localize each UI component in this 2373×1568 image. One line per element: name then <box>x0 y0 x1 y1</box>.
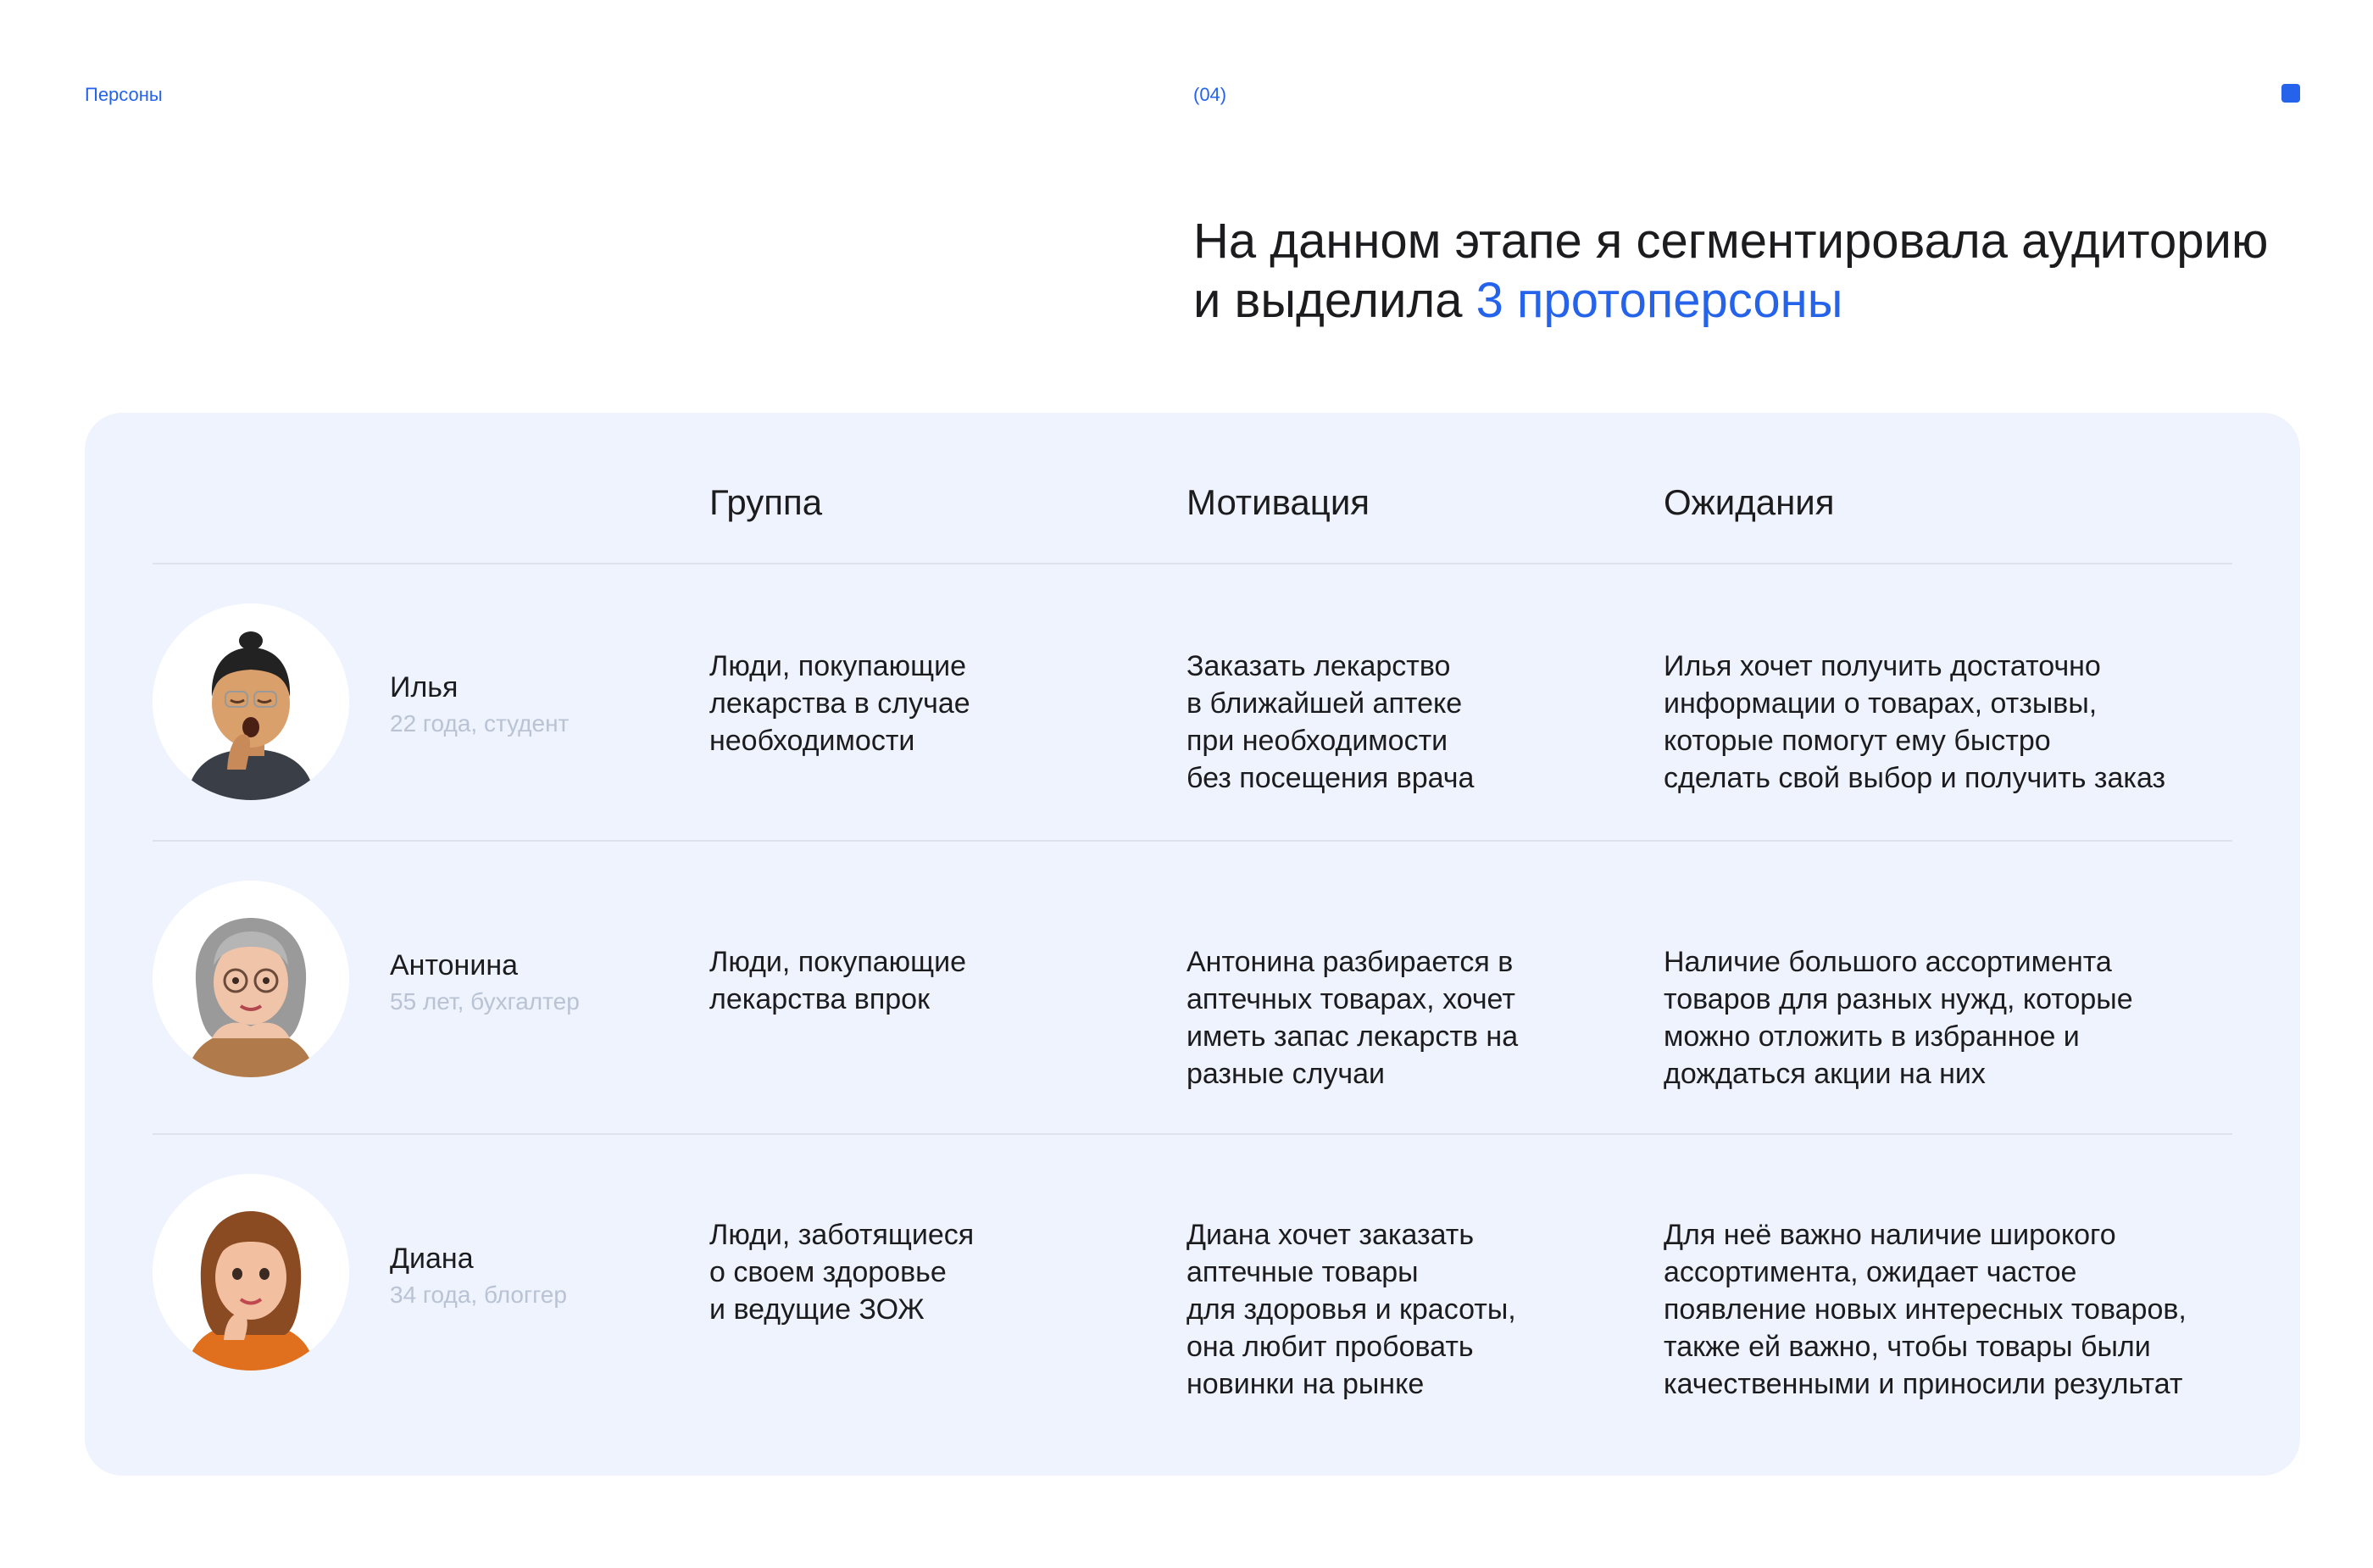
persona-expectations: Илья хочет получить достаточно информации о товарах, отзывы, которые помогут ему быстро сделать свой выбор и получить заказ <box>1664 650 2166 794</box>
persona-motivation: Диана хочет заказать аптечные товары для здоровья и красоты, она любит пробовать новинки на рынке <box>1186 1219 1516 1400</box>
page-headline <box>1193 212 2295 331</box>
persona-name: Антонина <box>390 949 519 981</box>
persona-meta: 34 года, блоггер <box>390 1282 567 1308</box>
persona-motivation: Заказать лекарство в ближайшей аптеке при необходимости без посещения врача <box>1186 650 1475 794</box>
column-header-group: Группа <box>709 482 823 522</box>
memoji-young-man-yawning-icon <box>153 603 349 800</box>
memoji-older-woman-glasses-icon <box>153 881 349 1077</box>
persona-name: Илья <box>390 671 458 703</box>
corner-square-icon <box>2281 84 2300 103</box>
persona-expectations: Наличие большого ассортимента товаров для разных нужд, которые можно отложить в избранное и дождаться акции на них <box>1664 946 2133 1090</box>
persona-meta: 55 лет, бухгалтер <box>390 988 580 1015</box>
column-header-motivation: Мотивация <box>1186 482 1370 522</box>
row-divider <box>153 1133 2232 1135</box>
headline-accent-text: 3 протоперсоны <box>1475 273 1843 328</box>
memoji-young-woman-finger-heart-icon <box>153 1174 349 1371</box>
page-number: (04) <box>1193 84 1227 105</box>
persona-name: Диана <box>390 1243 474 1275</box>
row-divider <box>153 563 2232 564</box>
persona-group: Люди, заботящиеся о своем здоровье и ведущие ЗОЖ <box>709 1219 975 1326</box>
headline-main-text: На данном этапе я сегментировала аудиторию и выделила <box>1193 214 2269 328</box>
persona-expectations: Для неё важно наличие широкого ассортимента, ожидает частое появление новых интересных товаров, также ей важно, чтобы товары были качественными и приносили результат <box>1664 1219 2187 1400</box>
persona-motivation: Антонина разбирается в аптечных товарах, хочет иметь запас лекарств на разные случаи <box>1186 946 1519 1090</box>
persona-meta: 22 года, студент <box>390 710 570 737</box>
persona-group: Люди, покупающие лекарства впрок <box>709 946 967 1015</box>
row-divider <box>153 840 2232 842</box>
persona-group: Люди, покупающие лекарства в случае необходимости <box>709 650 970 757</box>
column-header-expectations: Ожидания <box>1664 482 1835 522</box>
section-label: Персоны <box>85 84 163 105</box>
